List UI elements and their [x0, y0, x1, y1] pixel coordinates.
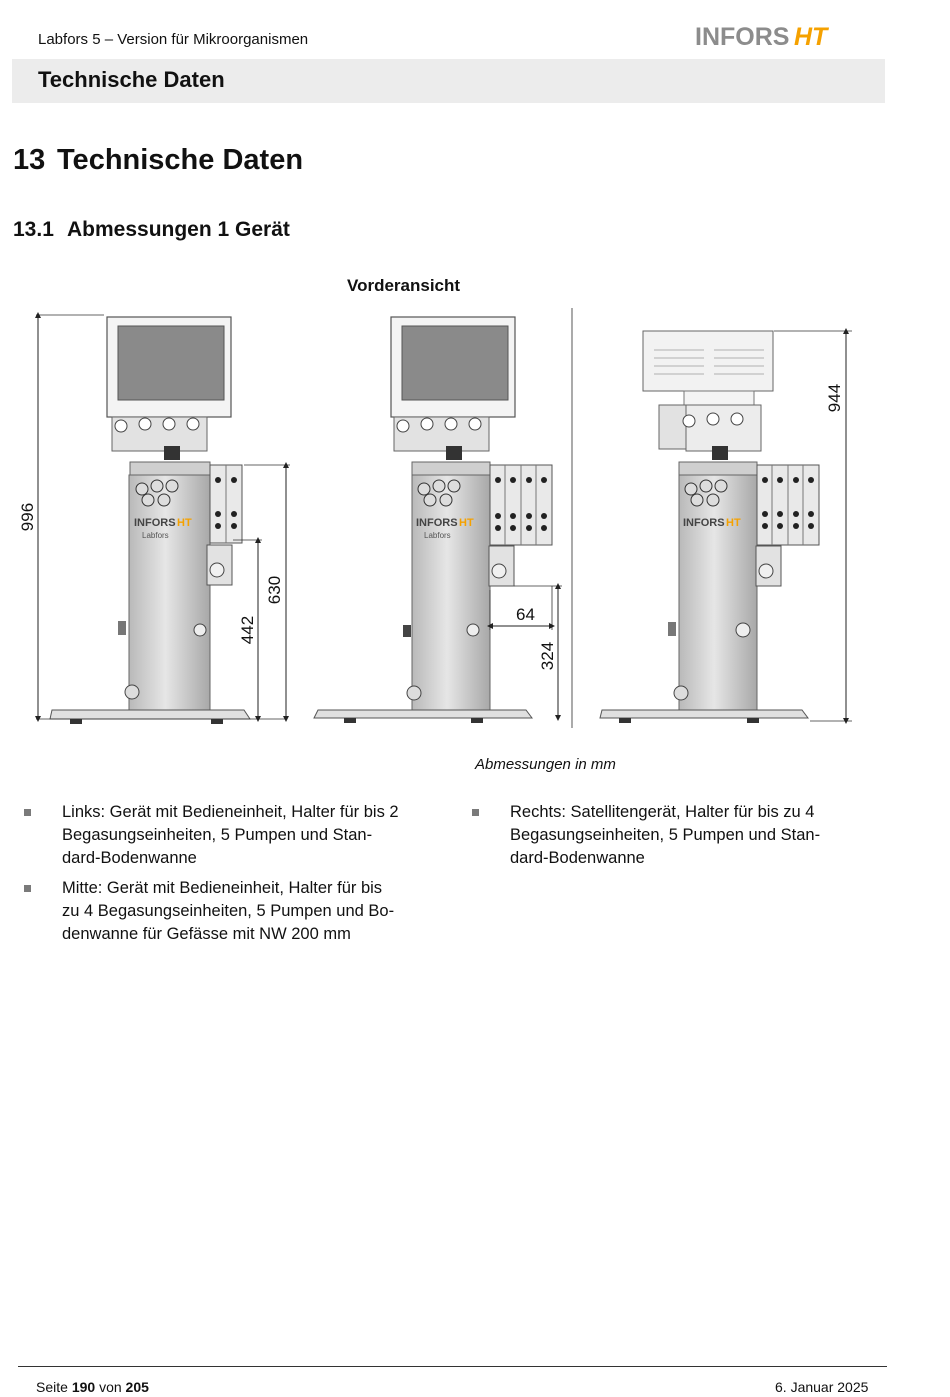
figure-caption: Abmessungen in mm [475, 756, 616, 773]
section-number: 13.1 [13, 218, 54, 241]
page-label: Seite [36, 1379, 68, 1395]
bullet-line: denwanne für Gefässe mit NW 200 mm [62, 925, 351, 943]
device-brand-mark-left: HT [177, 517, 192, 529]
device-brand-middle: INFORS [416, 517, 458, 529]
device-model-middle: Labfors [424, 531, 451, 540]
dim-right-total: 944 [825, 383, 844, 413]
page-number [36, 1379, 149, 1395]
bullet-item-right-1 [510, 801, 820, 870]
bullet-line: dard-Bodenwanne [62, 849, 197, 867]
logo-text: INFORS [695, 23, 790, 51]
bullet-marker [24, 885, 31, 892]
bullet-line: Rechts: Satellitengerät, Halter für bis zu 4 [510, 803, 815, 821]
dim-left-total: 996 [18, 502, 37, 532]
front-view-drawing [14, 300, 894, 740]
logo-mark: HT [794, 23, 828, 51]
section-heading [13, 218, 290, 242]
figure-title: Vorderansicht [347, 276, 461, 295]
device-brand-mark-middle: HT [459, 517, 474, 529]
bullet-line: Mitte: Gerät mit Bedieneinheit, Halter für bis [62, 879, 383, 897]
bullet-item-left-2 [62, 877, 394, 946]
device-right [600, 331, 819, 723]
device-left [50, 317, 250, 724]
dim-mid-width: 64 [516, 605, 535, 624]
page-separator: von [99, 1379, 122, 1395]
chapter-title: Technische Daten [57, 144, 304, 176]
footer-divider [18, 1366, 887, 1367]
device-brand-left: INFORS [134, 517, 176, 529]
device-middle [314, 317, 552, 723]
dimension-lines-middle [490, 586, 562, 718]
page-current: 190 [71, 1379, 96, 1395]
device-brand-mark-right: HT [726, 517, 741, 529]
device-brand-right: INFORS [683, 517, 725, 529]
bullet-line: Begasungseinheiten, 5 Pumpen und Stan- [510, 826, 821, 844]
footer-date: 6. Januar 2025 [775, 1379, 869, 1395]
device-model-left: Labfors [142, 531, 169, 540]
dim-left-holder: 630 [265, 575, 284, 605]
bullet-item-left-1 [62, 801, 399, 870]
section-title: Abmessungen 1 Gerät [67, 218, 290, 241]
dim-mid-lower: 324 [538, 641, 557, 671]
bullet-line: Links: Gerät mit Bedieneinheit, Halter für bis 2 [62, 803, 399, 821]
page-total: 205 [125, 1379, 149, 1395]
bullet-line: Begasungseinheiten, 5 Pumpen und Stan- [62, 826, 373, 844]
document-title: Labfors 5 – Version für Mikroorganismen [38, 31, 309, 48]
chapter-heading [13, 144, 303, 177]
bullet-marker [24, 809, 31, 816]
dim-left-lower: 442 [238, 615, 257, 645]
bullet-line: zu 4 Begasungseinheiten, 5 Pumpen und Bo- [62, 902, 395, 920]
infors-ht-logo [695, 20, 845, 52]
bullet-line: dard-Bodenwanne [510, 849, 645, 867]
section-header-title: Technische Daten [38, 67, 225, 92]
bullet-marker [472, 809, 479, 816]
chapter-number: 13 [13, 144, 46, 176]
